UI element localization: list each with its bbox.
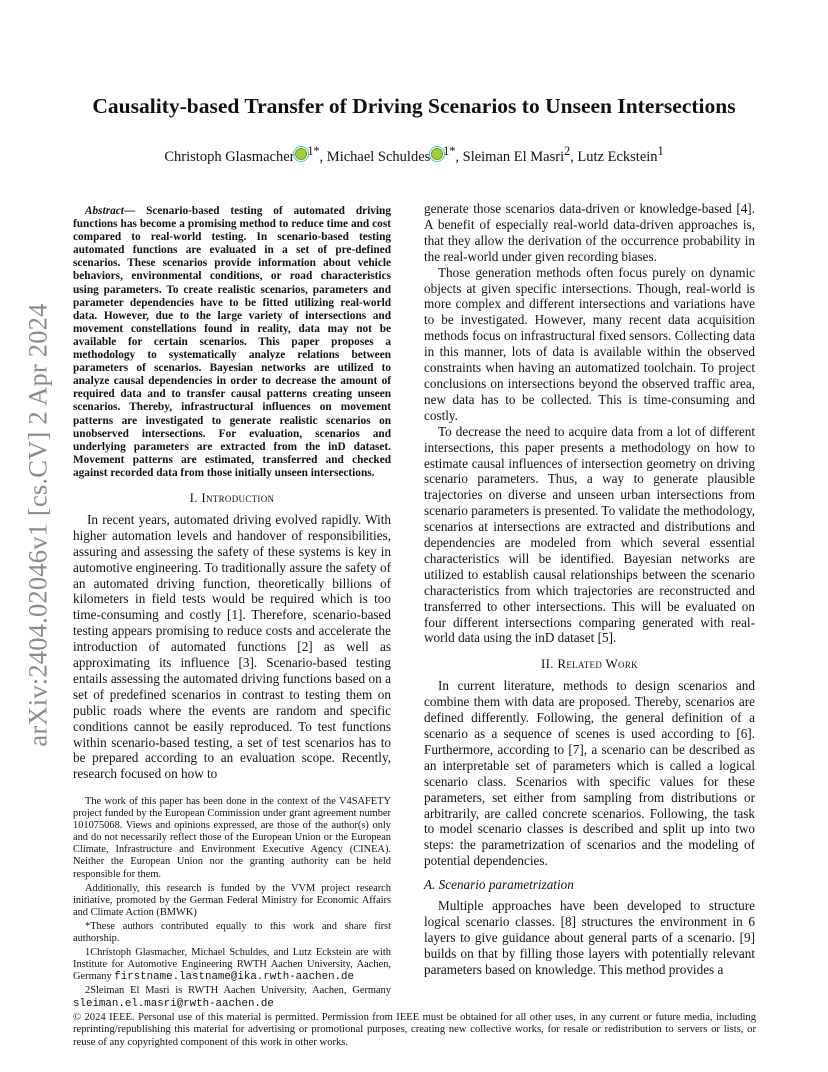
orcid-icon[interactable]	[431, 148, 443, 160]
footnote: *These authors contributed equally to this work and share first authorship.	[73, 920, 391, 945]
email-link[interactable]: firstname.lastname@ika.rwth-aachen.de	[114, 971, 354, 984]
copyright-notice: © 2024 IEEE. Personal use of this material is permitted. Permission from IEEE must be obtained for all other uses, in any current or future media, including reprinting/republishing this material for advertising or promotional purposes, creating new collective works, for resale or redistribution to servers or lists, or reuse of any copyrighted component of this work in other works.	[73, 1012, 756, 1048]
author-affiliation: 2	[564, 144, 571, 158]
section-number: I.	[189, 489, 202, 505]
paragraph: Those generation methods often focus purely on dynamic objects at given specific intersections. Though, real-world is more complex and different intersections and variations have to be investigated. However, many recent data acquisition methods focus on infrastructural fixed sensors. Collecting data in this manner, lots of data is available within the observed constraints when having an automatized toolchain. To project conclusions on intersections beyond the observed traffic area, new data has to be collected. This is time-consuming and costly.	[424, 264, 755, 423]
footnote	[73, 947, 391, 983]
paragraph: generate those scenarios data-driven or knowledge-based [4]. A benefit of especially real-world data-driven approaches is, that they allow the derivation of the occurrence probability in the real-world under given recording biases.	[424, 201, 755, 264]
author-name: , Sleiman El Masri	[455, 148, 565, 165]
author-affiliation: 1*	[443, 144, 456, 158]
section-heading	[424, 656, 755, 672]
footnote-text: 1Christoph Glasmacher, Michael Schuldes, and Lutz Eckstein are with Institute for Automotive Engineering RWTH Aachen University, Aachen, Germany	[73, 947, 391, 983]
paragraph: Multiple approaches have been developed to structure logical scenario classes. [8] structures the environment in 6 layers to give guidance about general parts of a scenario. [9] builds on that by filling those layers with potentially relevant parameters based on knowledge. This method provides a	[424, 898, 755, 977]
footnote	[73, 985, 391, 1009]
author-name: Christoph Glasmacher	[164, 148, 295, 165]
paragraph: To decrease the need to acquire data from a lot of different intersections, this paper presents a methodology on how to estimate causal influences of intersection geometry on driving scenario parameters. Thus, a way to generate plausible trajectories on diverse and unseen urban intersections from scenario parameters is presented. To validate the methodology, scenarios at intersections are extracted and distributions and dependencies are modeled from which several essential characteristics will be identified. Bayesian networks are utilized to establish causal relationships between the scenario characteristics from which trajectories are reconstructed and transferred to other intersections. This will be evaluated on four different intersections comparing generated with real-world data using the inD dataset [5].	[424, 423, 755, 646]
section-number: II.	[541, 656, 558, 672]
abstract-label: Abstract	[85, 205, 124, 217]
footnote: Additionally, this research is funded by the VVM project research initiative, promoted by the German Federal Ministry for Economic Affairs and Climate Action (BMWK)	[73, 882, 391, 918]
section-title: Introduction	[201, 489, 275, 505]
paper-title: Causality-based Transfer of Driving Scenarios to Unseen Intersections	[92, 94, 736, 118]
abstract	[73, 205, 391, 480]
paragraph: In recent years, automated driving evolved rapidly. With higher automation levels and handover of responsibilities, assuring and assessing the safety of these systems is key in automotive engineering. To traditionally assure the safety of an automated driving function, theoretically billions of kilometers in field tests would be required which is too time-consuming and costly [1]. Therefore, scenario-based testing appears promising to reduce costs and accelerate the introduction of automated functions [2] as well as approximating its influence [3]. Scenario-based testing entails assessing the automated driving functions based on a set of predefined scenarios in contrast to testing them on public roads where the events are random and specific conditions cannot be easily reproduced. To test functions within scenario-based testing, a set of test scenarios has to be prepared according to an evaluation scope. Recently, research focused on how to	[73, 511, 391, 782]
author-name: , Michael Schuldes	[319, 148, 431, 165]
author-name: , Lutz Eckstein	[570, 148, 658, 165]
author-affiliation: 1*	[307, 144, 320, 158]
author-affiliation: 1	[657, 144, 664, 158]
subsection-heading: A. Scenario parametrization	[424, 877, 574, 893]
email-link[interactable]: sleiman.el.masri@rwth-aachen.de	[73, 997, 274, 1010]
author-list	[0, 144, 828, 166]
section-heading	[73, 490, 391, 506]
arxiv-sidebar-stamp	[18, 290, 58, 760]
paragraph: In current literature, methods to design scenarios and combine them with data are proposed. Thereby, scenarios are defined differently. Following, the general definition of a scenario as a sequence of scenes is used according to [6]. Furthermore, according to [7], a scenario can be described as an interpretable set of parameters which is called a logical scenario class. Scenarios with specific values for these parameters, set either from sampling from distributions or arbitrarily, are called concrete scenarios. Following, the task to model scenario classes is described and split up into two steps: the parametrization of scenarios and the modeling of potential dependencies.	[424, 678, 755, 869]
footnote-text: 2Sleiman El Masri is RWTH Aachen University, Aachen, Germany	[85, 985, 391, 997]
left-column	[73, 205, 391, 782]
footnote: The work of this paper has been done in the context of the V4SAFETY project funded by the European Commission under grant agreement number 101075068. Views and opinions expressed, are those of the author(s) only and do not necessarily reflect those of the European Union or the European Climate, Infrastructure and Environment Executive Agency (CINEA). Neither the European Union nor the granting authority can be held responsible for them.	[73, 796, 391, 880]
footnotes	[73, 796, 391, 1012]
arxiv-identifier: arXiv:2404.02046v1 [cs.CV] 2 Apr 2024	[22, 303, 53, 747]
section-title: Related Work	[557, 656, 638, 672]
abstract-text: — Scenario-based testing of automated driving functions has become a promising method to reduce time and cost compared to real-world testing. In scenario-based testing automated functions are evaluated in a set of pre-defined scenarios. These scenarios provide information about vehicle behaviors, environmental conditions, or road characteristics using parameters. To create realistic scenarios, parameters and parameter dependencies have to be fitted utilizing real-world data. However, due to the large variety of intersections and movement constellations found in reality, data may not be available for certain scenarios. This paper proposes a methodology to systematically analyze relations between parameters of scenarios. Bayesian networks are utilized to analyze causal dependencies in order to decrease the amount of required data and to transfer causal patterns creating unseen scenarios. Thereby, infrastructural influences on movement patterns are investigated to generate realistic scenarios on unobserved intersections. For evaluation, scenarios and underlying parameters are extracted from the inD dataset. Movement patterns are estimated, transferred and checked against recorded data from those initially unseen intersections.	[73, 205, 391, 479]
orcid-icon[interactable]	[295, 148, 307, 160]
right-column	[424, 201, 755, 978]
